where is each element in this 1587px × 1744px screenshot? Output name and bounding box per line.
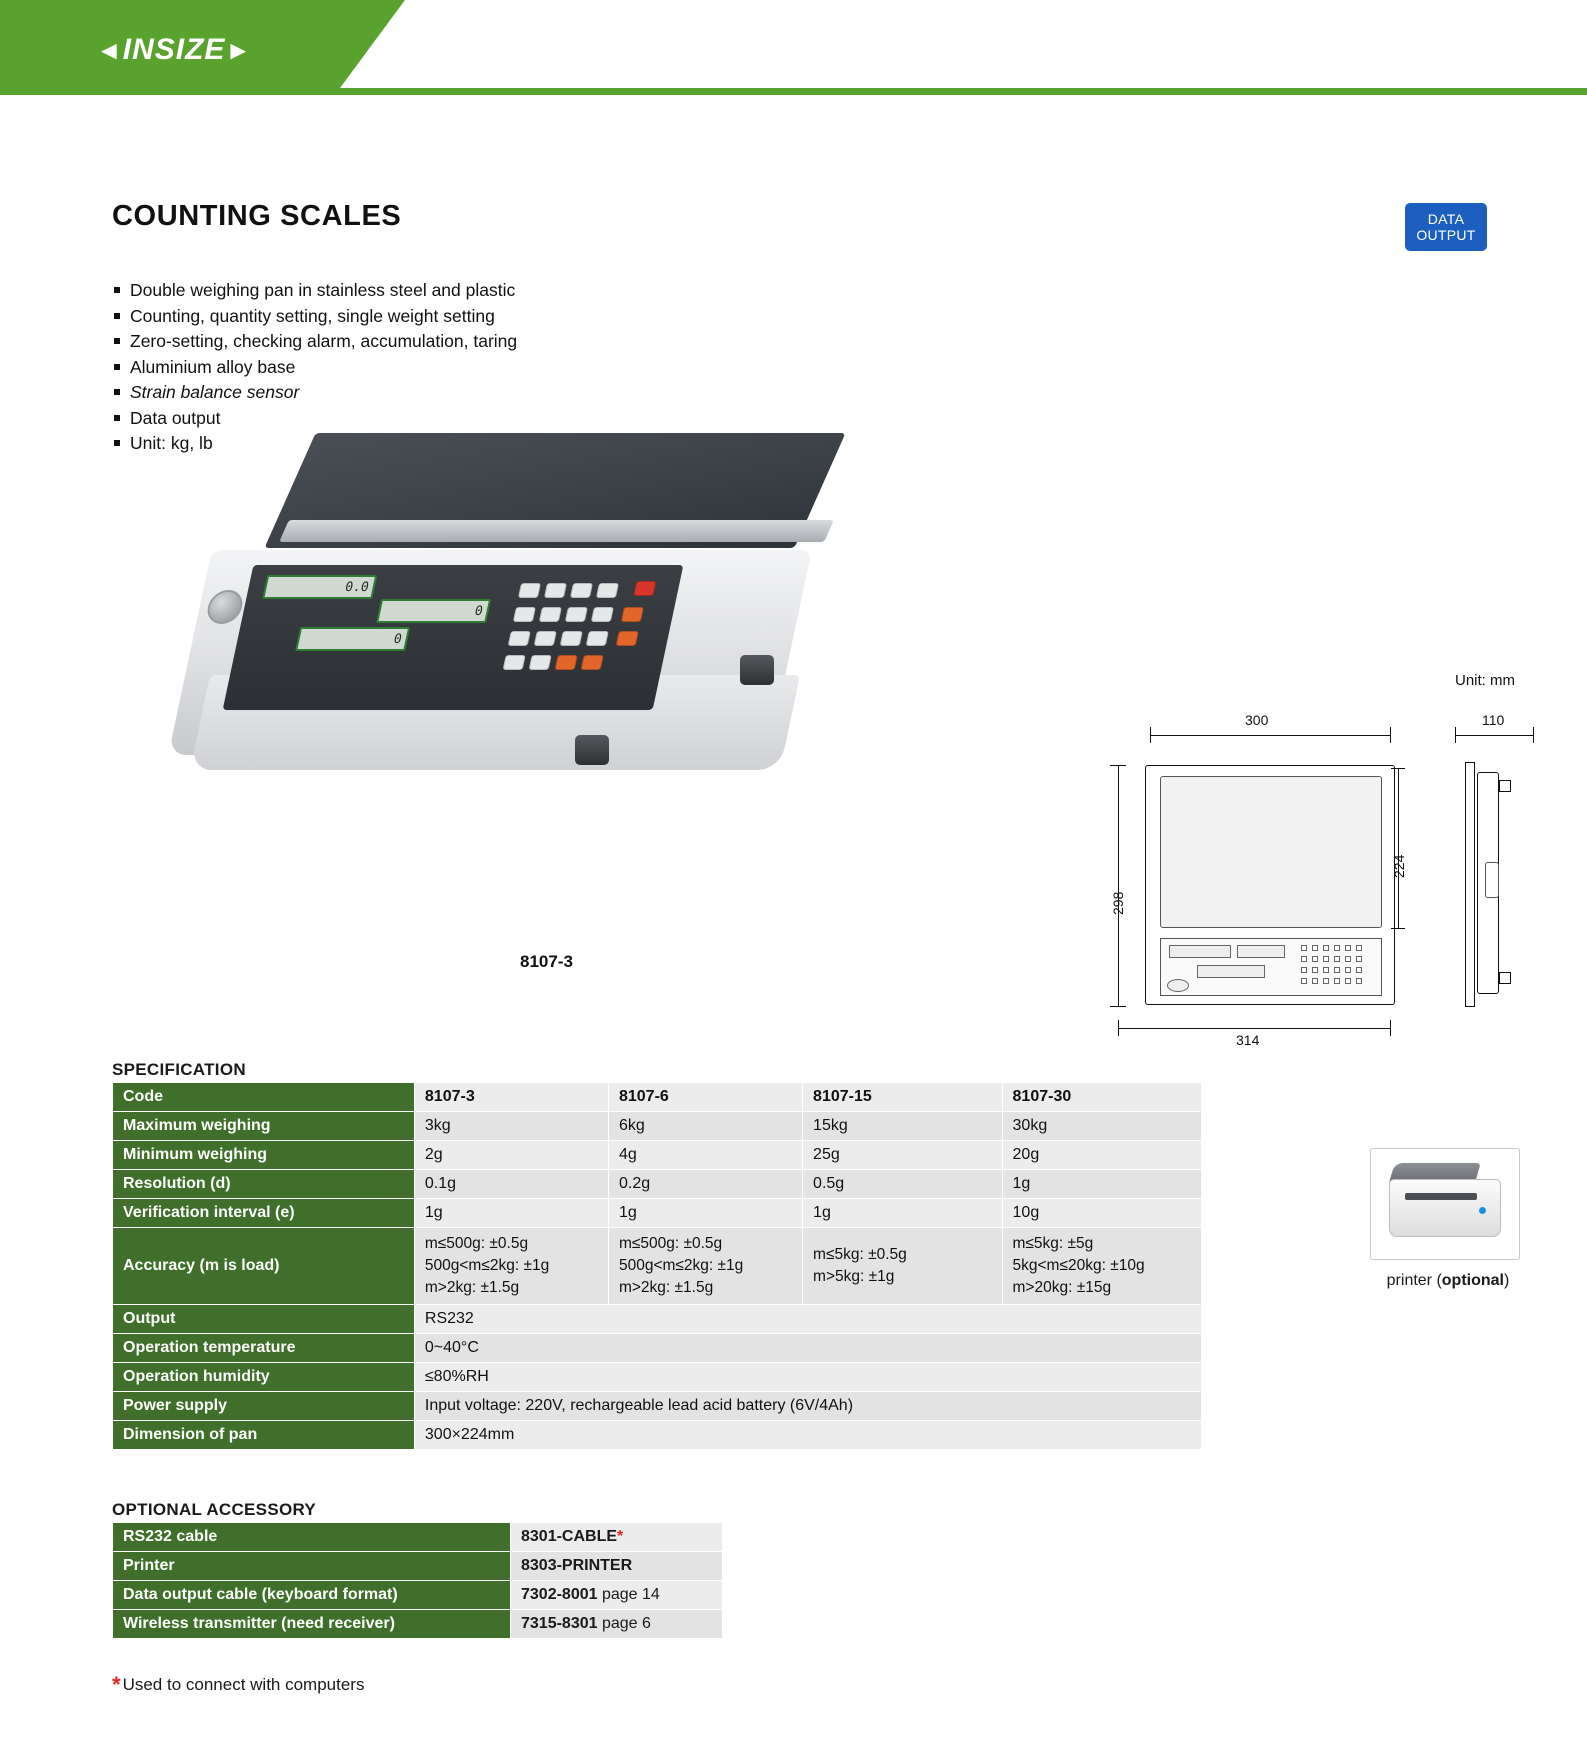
spec-row-label: Operation humidity bbox=[113, 1363, 415, 1392]
accessory-value bbox=[511, 1552, 723, 1581]
keypad-key[interactable] bbox=[518, 583, 541, 598]
table-row bbox=[113, 1421, 1202, 1450]
spec-cell: 10g bbox=[1002, 1199, 1201, 1228]
spec-cell: 0.5g bbox=[803, 1170, 1002, 1199]
footnote bbox=[112, 1672, 364, 1698]
keypad-key[interactable] bbox=[544, 583, 567, 598]
front-view-lcd bbox=[1197, 965, 1265, 978]
front-view-lcd bbox=[1169, 945, 1231, 958]
spec-cell: 30kg bbox=[1002, 1112, 1201, 1141]
spec-cell: 1g bbox=[1002, 1170, 1201, 1199]
spec-cell: 20g bbox=[1002, 1141, 1201, 1170]
spec-col-8107-3: 8107-3 bbox=[414, 1083, 608, 1112]
dim-tick bbox=[1455, 727, 1456, 743]
printer-image bbox=[1370, 1148, 1520, 1260]
accessory-value bbox=[511, 1523, 723, 1552]
front-view-key bbox=[1334, 967, 1340, 973]
spec-cell: ≤80%RH bbox=[414, 1363, 1201, 1392]
table-row bbox=[113, 1083, 1202, 1112]
spec-cell: Input voltage: 220V, rechargeable lead acid battery (6V/4Ah) bbox=[414, 1392, 1201, 1421]
front-view-key bbox=[1356, 956, 1362, 962]
keypad-key[interactable] bbox=[529, 655, 552, 670]
front-view-key bbox=[1345, 967, 1351, 973]
function-key[interactable] bbox=[555, 655, 578, 670]
keypad-key[interactable] bbox=[565, 607, 588, 622]
printer-caption-suffix: ) bbox=[1504, 1272, 1510, 1289]
front-view-key bbox=[1312, 967, 1318, 973]
header-green-rule bbox=[0, 88, 1587, 95]
printer-caption-prefix: printer ( bbox=[1386, 1272, 1442, 1289]
keypad-key[interactable] bbox=[513, 607, 536, 622]
keypad-key[interactable] bbox=[560, 631, 583, 646]
product-photo-caption: 8107-3 bbox=[520, 952, 573, 971]
lcd-value-2: 0 bbox=[473, 604, 485, 619]
printer-caption-optional: optional bbox=[1441, 1272, 1504, 1289]
spec-cell: 2g bbox=[414, 1141, 608, 1170]
accessory-value bbox=[511, 1581, 723, 1610]
spec-row-label: Maximum weighing bbox=[113, 1112, 415, 1141]
accessory-label: Wireless transmitter (need receiver) bbox=[113, 1610, 511, 1639]
side-view-detail bbox=[1485, 862, 1499, 898]
optional-accessory-heading: OPTIONAL ACCESSORY bbox=[112, 1500, 317, 1519]
keypad-key[interactable] bbox=[586, 631, 609, 646]
spec-cell-accuracy: m≤5kg: ±0.5g m>5kg: ±1g bbox=[803, 1228, 1002, 1305]
accessory-page-ref: page 14 bbox=[597, 1586, 660, 1603]
list-item: Counting, quantity setting, single weight setting bbox=[112, 304, 732, 330]
spec-cell: 3kg bbox=[414, 1112, 608, 1141]
scale-foot bbox=[575, 735, 609, 765]
drawing-unit-label: Unit: mm bbox=[1455, 672, 1515, 689]
table-row bbox=[113, 1112, 1202, 1141]
front-view-key bbox=[1301, 967, 1307, 973]
side-view-drawing bbox=[1455, 762, 1527, 1007]
spec-cell: 25g bbox=[803, 1141, 1002, 1170]
spec-row-label: Operation temperature bbox=[113, 1334, 415, 1363]
front-view-key bbox=[1345, 956, 1351, 962]
dim-line-top bbox=[1150, 735, 1390, 736]
spec-col-8107-15: 8107-15 bbox=[803, 1083, 1002, 1112]
data-output-badge-line2: OUTPUT bbox=[1416, 227, 1476, 243]
power-key[interactable] bbox=[633, 581, 656, 596]
front-view-lcd bbox=[1237, 945, 1285, 958]
front-view-key bbox=[1312, 945, 1318, 951]
table-row bbox=[113, 1523, 723, 1552]
page-title: COUNTING SCALES bbox=[112, 200, 402, 232]
spec-cell-accuracy: m≤5kg: ±5g 5kg<m≤20kg: ±10g m>20kg: ±15g bbox=[1002, 1228, 1201, 1305]
list-item: Aluminium alloy base bbox=[112, 355, 732, 381]
dim-line-bottom bbox=[1118, 1028, 1390, 1029]
keypad-key[interactable] bbox=[591, 607, 614, 622]
dim-label-top-width: 300 bbox=[1245, 712, 1269, 728]
dim-label-bottom-width: 314 bbox=[1236, 1032, 1260, 1048]
spec-cell: 4g bbox=[608, 1141, 802, 1170]
table-row bbox=[113, 1581, 723, 1610]
front-view-dial bbox=[1167, 979, 1189, 992]
table-row bbox=[113, 1363, 1202, 1392]
dim-tick bbox=[1390, 727, 1391, 743]
keypad-key[interactable] bbox=[503, 655, 526, 670]
printer-paper-slot bbox=[1405, 1193, 1477, 1200]
footnote-text: Used to connect with computers bbox=[122, 1675, 365, 1694]
spec-cell: 0~40°C bbox=[414, 1334, 1201, 1363]
dim-label-inner-height: 224 bbox=[1391, 854, 1407, 878]
front-view-key bbox=[1356, 945, 1362, 951]
data-output-badge bbox=[1405, 203, 1487, 251]
keypad bbox=[497, 575, 673, 695]
spec-row-label: Dimension of pan bbox=[113, 1421, 415, 1450]
side-view-foot bbox=[1499, 780, 1511, 792]
footnote-asterisk: * bbox=[112, 1672, 121, 1697]
spec-row-label-accuracy: Accuracy (m is load) bbox=[113, 1228, 415, 1305]
spec-cell: 1g bbox=[608, 1199, 802, 1228]
dim-tick bbox=[1533, 727, 1534, 743]
table-row bbox=[113, 1170, 1202, 1199]
front-view-key bbox=[1301, 956, 1307, 962]
dim-label-side-width: 110 bbox=[1482, 712, 1505, 728]
printer-led-icon bbox=[1479, 1207, 1486, 1214]
front-view-key bbox=[1323, 956, 1329, 962]
spec-cell: 0.1g bbox=[414, 1170, 608, 1199]
front-view-key bbox=[1345, 978, 1351, 984]
dim-line-inner bbox=[1398, 768, 1399, 928]
spec-row-label: Verification interval (e) bbox=[113, 1199, 415, 1228]
printer-caption bbox=[1348, 1272, 1548, 1290]
accessory-code: 7302-8001 bbox=[521, 1586, 598, 1603]
specification-table bbox=[112, 1082, 1202, 1450]
spec-col-8107-30: 8107-30 bbox=[1002, 1083, 1201, 1112]
front-view-key bbox=[1323, 945, 1329, 951]
table-row bbox=[113, 1392, 1202, 1421]
optional-accessory-table bbox=[112, 1522, 723, 1639]
table-row bbox=[113, 1141, 1202, 1170]
accessory-page-ref: page 6 bbox=[597, 1615, 651, 1632]
keypad-key[interactable] bbox=[596, 583, 619, 598]
keypad-key[interactable] bbox=[534, 631, 557, 646]
logo-text: INSIZE bbox=[122, 33, 226, 66]
dim-tick bbox=[1391, 768, 1405, 769]
dim-tick bbox=[1110, 765, 1126, 766]
accessory-label: Data output cable (keyboard format) bbox=[113, 1581, 511, 1610]
front-view-key bbox=[1334, 956, 1340, 962]
front-view-key bbox=[1334, 978, 1340, 984]
dim-line-left bbox=[1118, 765, 1119, 1007]
dim-line-side bbox=[1455, 735, 1533, 736]
spec-row-label: Minimum weighing bbox=[113, 1141, 415, 1170]
spec-cell: 1g bbox=[414, 1199, 608, 1228]
spec-row-label: Power supply bbox=[113, 1392, 415, 1421]
table-row bbox=[113, 1199, 1202, 1228]
spec-cell: RS232 bbox=[414, 1305, 1201, 1334]
function-key[interactable] bbox=[621, 607, 644, 622]
scale-foot bbox=[740, 655, 774, 685]
dim-tick bbox=[1150, 727, 1151, 743]
dim-tick bbox=[1391, 928, 1405, 929]
lcd-display-3 bbox=[295, 627, 410, 651]
table-row bbox=[113, 1552, 723, 1581]
lcd-display-1 bbox=[262, 575, 377, 599]
insize-logo bbox=[96, 33, 252, 67]
table-row bbox=[113, 1334, 1202, 1363]
list-item: Unit: kg, lb bbox=[112, 431, 732, 457]
table-row bbox=[113, 1305, 1202, 1334]
list-item: Double weighing pan in stainless steel and plastic bbox=[112, 278, 732, 304]
list-item: Zero-setting, checking alarm, accumulation, taring bbox=[112, 329, 732, 355]
side-view-pan bbox=[1465, 762, 1475, 1007]
front-view-key bbox=[1301, 978, 1307, 984]
lcd-value-3: 0 bbox=[392, 632, 404, 647]
list-item: Strain balance sensor bbox=[112, 380, 732, 406]
front-view-key bbox=[1356, 967, 1362, 973]
front-view-key bbox=[1345, 945, 1351, 951]
front-view-pan bbox=[1160, 776, 1382, 928]
asterisk-marker: * bbox=[617, 1528, 624, 1545]
spec-cell: 300×224mm bbox=[414, 1421, 1201, 1450]
spec-cell-accuracy: m≤500g: ±0.5g 500g<m≤2kg: ±1g m>2kg: ±1.5g bbox=[608, 1228, 802, 1305]
dim-tick bbox=[1118, 1020, 1119, 1036]
spec-row-label: Resolution (d) bbox=[113, 1170, 415, 1199]
weighing-pan-edge bbox=[279, 520, 834, 542]
front-view-key bbox=[1312, 956, 1318, 962]
logo-left-arrow-icon: ◄ bbox=[96, 35, 123, 65]
accessory-value bbox=[511, 1610, 723, 1639]
spec-col-code: Code bbox=[113, 1083, 415, 1112]
side-view-foot bbox=[1499, 972, 1511, 984]
front-view-key bbox=[1312, 978, 1318, 984]
keypad-key[interactable] bbox=[570, 583, 593, 598]
accessory-code: 7315-8301 bbox=[521, 1615, 598, 1632]
accessory-code: 8301-CABLE bbox=[521, 1528, 618, 1545]
data-output-badge-line1: DATA bbox=[1427, 211, 1465, 227]
front-view-key bbox=[1323, 978, 1329, 984]
front-view-drawing bbox=[1145, 765, 1395, 1005]
front-view-key bbox=[1323, 967, 1329, 973]
dim-tick bbox=[1110, 1006, 1126, 1007]
spec-cell: 0.2g bbox=[608, 1170, 802, 1199]
logo-right-arrow-icon: ► bbox=[225, 35, 253, 65]
spec-cell: 1g bbox=[803, 1199, 1002, 1228]
front-view-key bbox=[1301, 945, 1307, 951]
table-row bbox=[113, 1610, 723, 1639]
spec-cell-accuracy: m≤500g: ±0.5g 500g<m≤2kg: ±1g m>2kg: ±1.5g bbox=[414, 1228, 608, 1305]
accessory-label: RS232 cable bbox=[113, 1523, 511, 1552]
lcd-display-2 bbox=[376, 599, 491, 623]
dim-label-left-height: 298 bbox=[1110, 891, 1126, 915]
front-view-key bbox=[1334, 945, 1340, 951]
accessory-label: Printer bbox=[113, 1552, 511, 1581]
page-header bbox=[0, 0, 1587, 95]
spec-col-8107-6: 8107-6 bbox=[608, 1083, 802, 1112]
dim-tick bbox=[1390, 1020, 1391, 1036]
front-view-key bbox=[1356, 978, 1362, 984]
accessory-code: 8303-PRINTER bbox=[521, 1557, 633, 1574]
spec-row-label: Output bbox=[113, 1305, 415, 1334]
front-view-panel bbox=[1160, 938, 1382, 996]
spec-cell: 15kg bbox=[803, 1112, 1002, 1141]
spec-cell: 6kg bbox=[608, 1112, 802, 1141]
keypad-key[interactable] bbox=[508, 631, 531, 646]
list-item: Data output bbox=[112, 406, 732, 432]
function-key[interactable] bbox=[616, 631, 639, 646]
keypad-key[interactable] bbox=[539, 607, 562, 622]
table-row bbox=[113, 1228, 1202, 1305]
function-key[interactable] bbox=[581, 655, 604, 670]
lcd-value-1: 0.0 bbox=[343, 580, 371, 595]
specification-heading: SPECIFICATION bbox=[112, 1060, 246, 1079]
product-photo bbox=[180, 425, 880, 845]
